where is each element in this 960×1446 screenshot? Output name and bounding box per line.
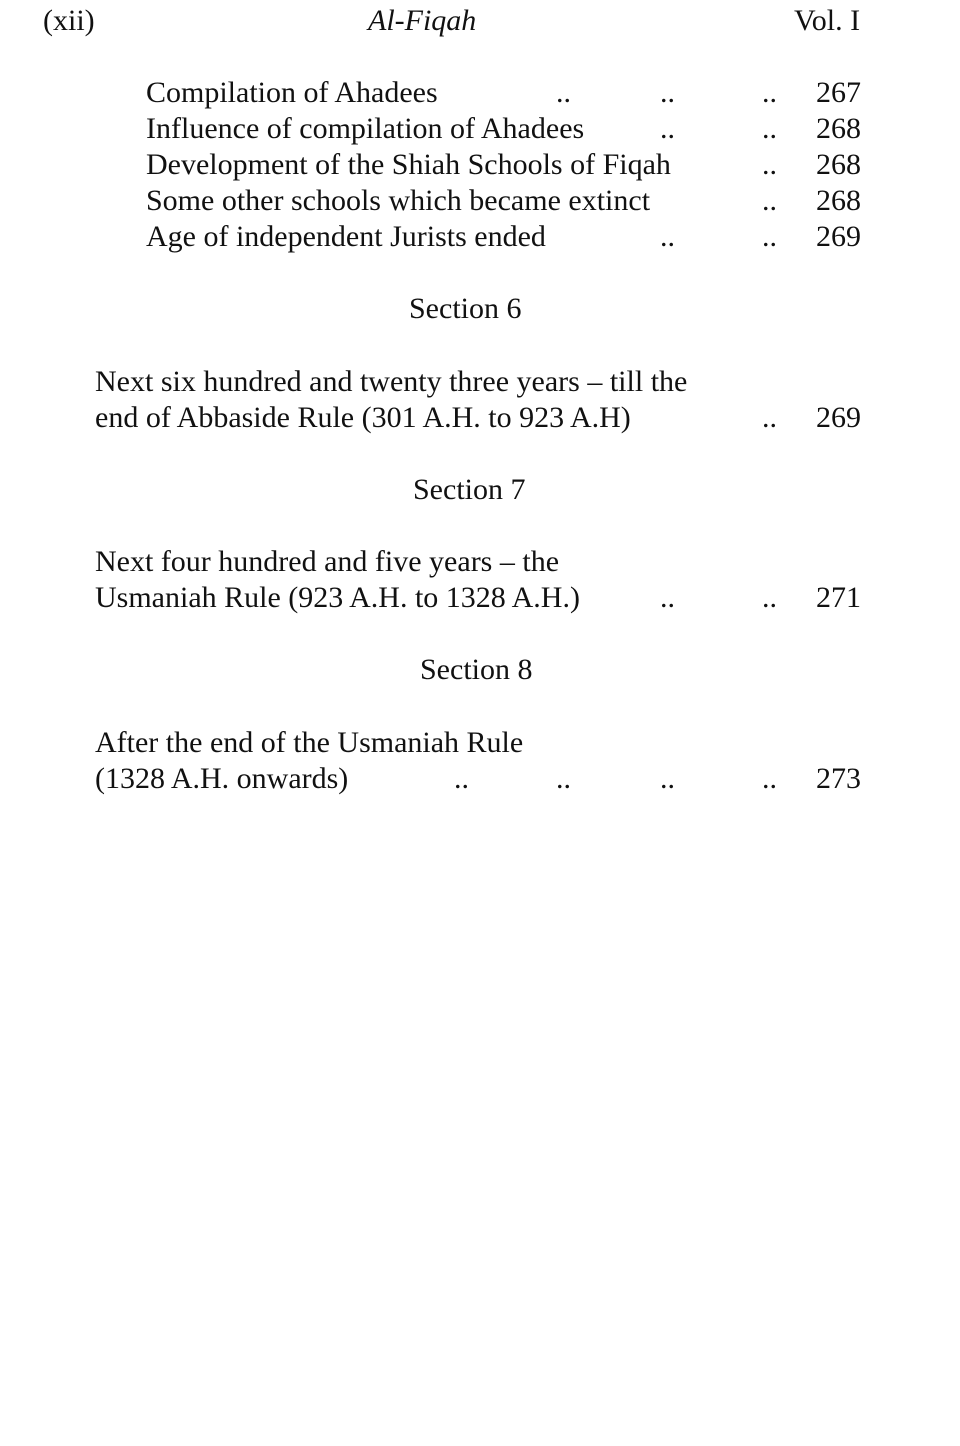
toc-leader: .. — [762, 184, 777, 217]
toc-leader: .. — [762, 762, 777, 795]
section-6-entry-line2: end of Abbaside Rule (301 A.H. to 923 A.H) — [95, 401, 631, 434]
toc-entry-title: Development of the Shiah Schools of Fiqah — [146, 148, 671, 181]
toc-page-number: 268 — [816, 184, 861, 217]
toc-leader: .. — [762, 220, 777, 253]
book-title: Al-Fiqah — [368, 4, 477, 37]
volume-label: Vol. I — [794, 4, 861, 37]
toc-leader: .. — [660, 581, 675, 614]
section-8-entry-line1: After the end of the Usmaniah Rule — [95, 726, 524, 759]
toc-leader: .. — [660, 762, 675, 795]
toc-page-number: 271 — [816, 581, 861, 614]
toc-entry-title: Influence of compilation of Ahadees — [146, 112, 585, 145]
section-7-heading: Section 7 — [413, 473, 526, 506]
toc-leader: .. — [762, 76, 777, 109]
toc-page-number: 268 — [816, 148, 861, 181]
section-7-entry-line2: Usmaniah Rule (923 A.H. to 1328 A.H.) — [95, 581, 580, 614]
toc-leader: .. — [454, 762, 469, 795]
toc-leader: .. — [762, 401, 777, 434]
toc-leader: .. — [660, 220, 675, 253]
section-7-entry-line1: Next four hundred and five years – the — [95, 545, 560, 578]
toc-leader: .. — [556, 76, 571, 109]
toc-page-number: 267 — [816, 76, 861, 109]
toc-entry-title: Some other schools which became extinct — [146, 184, 651, 217]
section-8-entry-line2: (1328 A.H. onwards) — [95, 762, 349, 795]
toc-leader: .. — [556, 762, 571, 795]
section-6-entry-line1: Next six hundred and twenty three years – till the — [95, 365, 688, 398]
toc-page-number: 269 — [816, 401, 861, 434]
toc-page-number: 269 — [816, 220, 861, 253]
toc-entry-title: Age of independent Jurists ended — [146, 220, 546, 253]
toc-page-number: 273 — [816, 762, 861, 795]
toc-leader: .. — [660, 76, 675, 109]
toc-leader: .. — [762, 581, 777, 614]
page-marker: (xii) — [43, 4, 95, 37]
section-6-heading: Section 6 — [409, 292, 522, 325]
toc-leader: .. — [660, 112, 675, 145]
section-8-heading: Section 8 — [420, 653, 533, 686]
toc-entry-title: Compilation of Ahadees — [146, 76, 438, 109]
toc-leader: .. — [762, 112, 777, 145]
toc-page-number: 268 — [816, 112, 861, 145]
toc-leader: .. — [762, 148, 777, 181]
